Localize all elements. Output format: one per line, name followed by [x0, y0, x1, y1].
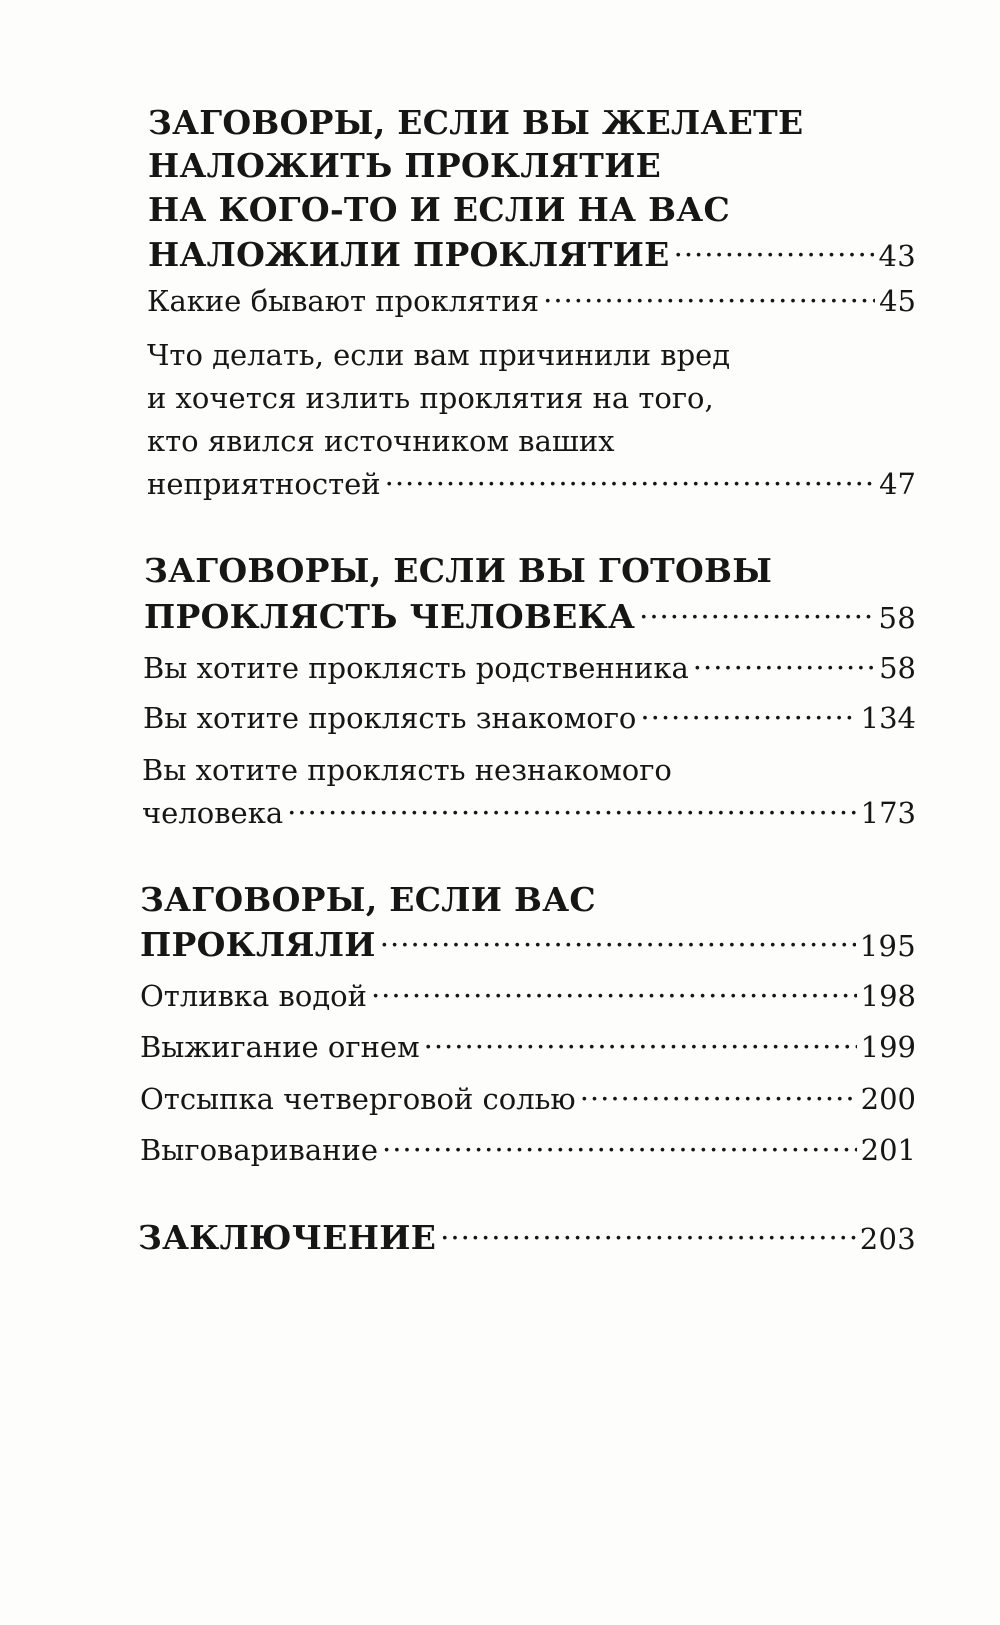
dot-leader — [543, 282, 875, 311]
heading-text: НА КОГО-ТО И ЕСЛИ НА ВАС — [148, 190, 731, 229]
heading-text: ЗАКЛЮЧЕНИЕ — [138, 1218, 437, 1257]
entry-text: Какие бывают проклятия — [147, 284, 540, 318]
toc-entry-line — [147, 422, 615, 460]
page-number: 198 — [860, 979, 916, 1013]
toc-entry-line — [147, 379, 714, 417]
dot-leader — [424, 1028, 857, 1057]
toc-entry-section1[interactable] — [148, 233, 916, 276]
entry-text: Отливка водой — [140, 979, 367, 1013]
entry-text: неприятностей — [147, 467, 381, 501]
section-heading-line — [140, 880, 596, 920]
heading-text: ЗАГОВОРЫ, ЕСЛИ ВЫ ГОТОВЫ — [144, 551, 773, 590]
section-heading-line — [148, 190, 730, 230]
entry-text: кто явился источником ваших — [147, 424, 615, 458]
page-number: 58 — [878, 601, 916, 635]
dot-leader — [385, 465, 875, 494]
section-heading-line — [144, 551, 772, 591]
heading-text: ПРОКЛЯСТЬ ЧЕЛОВЕКА — [144, 597, 636, 636]
section-heading-line — [148, 103, 803, 143]
toc-entry[interactable] — [140, 977, 916, 1015]
heading-text: ПРОКЛЯЛИ — [140, 925, 376, 964]
dot-leader — [440, 1216, 856, 1249]
heading-text: ЗАГОВОРЫ, ЕСЛИ ВАС — [140, 880, 596, 919]
toc-entry[interactable] — [142, 794, 916, 832]
page-number: 45 — [879, 284, 916, 318]
heading-text: НАЛОЖИТЬ ПРОКЛЯТИЕ — [148, 146, 662, 185]
page-number: 43 — [878, 239, 916, 273]
toc-entry-line — [142, 751, 672, 789]
dot-leader — [380, 923, 856, 956]
entry-text: Что делать, если вам причинили вред — [147, 338, 731, 372]
dot-leader — [693, 649, 875, 678]
dot-leader — [674, 233, 875, 266]
toc-entry[interactable] — [147, 465, 916, 503]
entry-text: Выговаривание — [140, 1133, 378, 1167]
page-number: 195 — [859, 929, 916, 963]
toc-entry[interactable] — [140, 1028, 916, 1066]
dot-leader — [639, 595, 874, 628]
toc-entry-section2[interactable] — [144, 595, 916, 638]
toc-entry[interactable] — [143, 699, 916, 737]
section-heading-line — [148, 146, 661, 186]
heading-text: НАЛОЖИЛИ ПРОКЛЯТИЕ — [148, 235, 670, 274]
heading-text: ЗАГОВОРЫ, ЕСЛИ ВЫ ЖЕЛАЕТЕ — [148, 103, 804, 142]
toc-entry[interactable] — [143, 649, 916, 687]
entry-text: Отсыпка четверговой солью — [140, 1082, 576, 1116]
toc-entry-line — [147, 336, 730, 374]
entry-text: Вы хотите проклясть знакомого — [143, 701, 637, 735]
page-number: 200 — [860, 1082, 916, 1116]
page-number: 201 — [860, 1133, 916, 1167]
toc-entry[interactable] — [140, 1131, 916, 1169]
entry-text: и хочется излить проклятия на того, — [147, 381, 714, 415]
toc-entry-conclusion[interactable] — [138, 1216, 916, 1259]
dot-leader — [640, 699, 856, 728]
page-number: 47 — [879, 467, 916, 501]
dot-leader — [371, 977, 857, 1006]
toc-entry[interactable] — [140, 1080, 916, 1118]
toc-entry[interactable] — [147, 282, 916, 320]
page-number: 58 — [879, 651, 916, 685]
entry-text: Выжигание огнем — [140, 1030, 420, 1064]
entry-text: Вы хотите проклясть незнакомого — [142, 753, 672, 787]
dot-leader — [287, 794, 857, 823]
page-number: 173 — [860, 796, 916, 830]
page-number: 203 — [859, 1222, 916, 1256]
page-number: 134 — [860, 701, 916, 735]
page-number: 199 — [860, 1030, 916, 1064]
dot-leader — [382, 1131, 857, 1160]
entry-text: человека — [142, 796, 284, 830]
dot-leader — [580, 1080, 857, 1109]
entry-text: Вы хотите проклясть родственника — [143, 651, 689, 685]
toc-entry-section3[interactable] — [140, 923, 916, 966]
